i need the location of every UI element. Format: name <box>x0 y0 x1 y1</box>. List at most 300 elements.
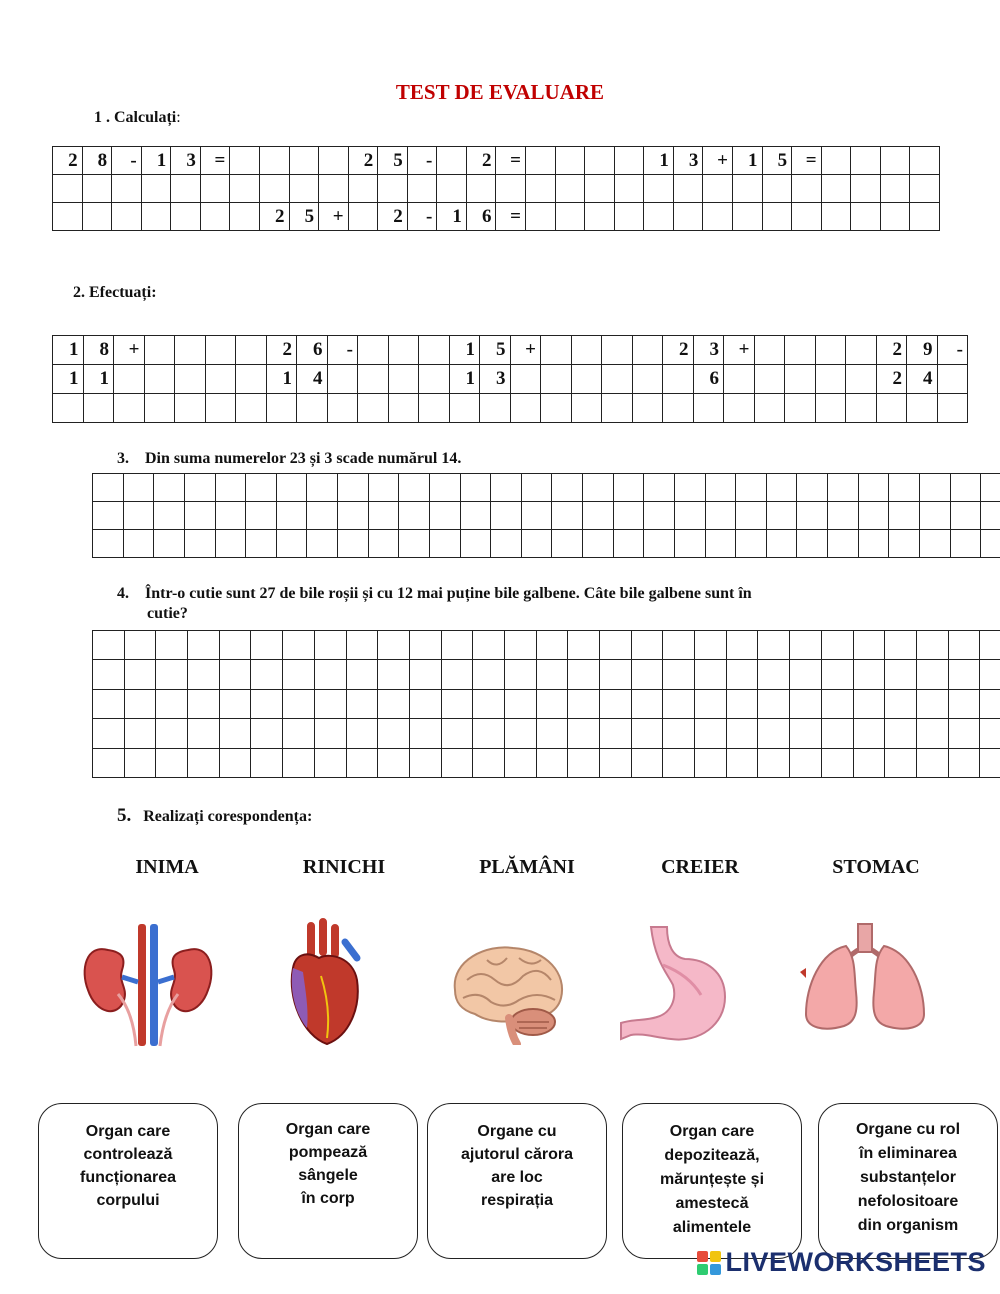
q2-grid-cell[interactable] <box>236 365 267 394</box>
q4-grid-cell[interactable] <box>314 631 346 660</box>
q2-grid-cell[interactable]: + <box>510 336 541 365</box>
q3-grid-cell[interactable] <box>950 530 981 558</box>
q4-grid-cell[interactable] <box>504 689 536 718</box>
q4-grid-cell[interactable] <box>378 660 410 689</box>
q4-grid-cell[interactable] <box>283 689 315 718</box>
q3-grid-cell[interactable] <box>307 502 338 530</box>
q1-grid-cell[interactable]: - <box>407 147 437 175</box>
q4-grid-cell[interactable] <box>156 689 188 718</box>
q2-grid-cell[interactable] <box>205 394 236 423</box>
q4-grid-cell[interactable] <box>600 719 632 748</box>
q2-grid-cell[interactable]: 3 <box>480 365 511 394</box>
q3-grid-cell[interactable] <box>674 474 705 502</box>
q4-grid-cell[interactable] <box>219 748 251 777</box>
q2-grid-cell[interactable] <box>175 336 206 365</box>
q4-grid-cell[interactable] <box>156 631 188 660</box>
q3-grid-cell[interactable] <box>429 530 460 558</box>
q4-grid-cell[interactable] <box>758 660 790 689</box>
q4-grid-cell[interactable] <box>314 689 346 718</box>
q1-grid-cell[interactable] <box>851 175 881 203</box>
q1-grid-cell[interactable] <box>53 203 83 231</box>
q1-grid-cell[interactable] <box>644 175 674 203</box>
q2-grid-cell[interactable] <box>754 336 785 365</box>
q3-grid-cell[interactable] <box>858 502 889 530</box>
q1-grid-cell[interactable]: 3 <box>171 147 201 175</box>
q4-grid-cell[interactable] <box>916 748 948 777</box>
q3-grid-cell[interactable] <box>184 474 215 502</box>
q3-grid-cell[interactable] <box>338 474 369 502</box>
q3-grid-cell[interactable] <box>123 474 154 502</box>
q3-grid-cell[interactable] <box>674 502 705 530</box>
q3-grid-cell[interactable] <box>828 474 859 502</box>
description-box-3[interactable] <box>427 1103 607 1259</box>
q4-grid-cell[interactable] <box>758 719 790 748</box>
q2-grid-cell[interactable] <box>815 365 846 394</box>
q4-grid-cell[interactable] <box>188 748 220 777</box>
q1-grid-cell[interactable] <box>407 175 437 203</box>
q3-grid-cell[interactable] <box>368 474 399 502</box>
q3-grid-cell[interactable] <box>154 530 185 558</box>
q3-grid-cell[interactable] <box>644 530 675 558</box>
q2-grid-cell[interactable] <box>846 365 877 394</box>
q2-grid-cell[interactable] <box>236 336 267 365</box>
q2-grid-cell[interactable] <box>602 336 633 365</box>
q4-grid-cell[interactable] <box>821 660 853 689</box>
q4-grid-cell[interactable] <box>726 748 758 777</box>
q1-grid-cell[interactable] <box>200 175 230 203</box>
q3-grid-cell[interactable] <box>766 502 797 530</box>
q4-grid-cell[interactable] <box>504 748 536 777</box>
q1-grid-cell[interactable]: - <box>407 203 437 231</box>
q4-grid-cell[interactable] <box>504 719 536 748</box>
q4-grid-cell[interactable] <box>853 631 885 660</box>
q2-grid-cell[interactable] <box>510 365 541 394</box>
q4-grid-cell[interactable] <box>600 660 632 689</box>
q4-grid-cell[interactable] <box>441 660 473 689</box>
q2-grid-cell[interactable] <box>205 365 236 394</box>
q4-grid-cell[interactable] <box>631 689 663 718</box>
q4-grid-cell[interactable] <box>568 660 600 689</box>
q4-grid-cell[interactable] <box>790 631 822 660</box>
q2-grid-cell[interactable]: 1 <box>53 336 84 365</box>
q4-grid-cell[interactable] <box>409 719 441 748</box>
q4-grid-cell[interactable] <box>663 631 695 660</box>
q4-grid-cell[interactable] <box>93 660 125 689</box>
q3-grid-cell[interactable] <box>276 474 307 502</box>
q1-grid-cell[interactable] <box>437 147 467 175</box>
kidneys-icon[interactable] <box>78 922 218 1047</box>
q3-grid-cell[interactable] <box>736 530 767 558</box>
q3-grid-cell[interactable] <box>429 502 460 530</box>
q1-grid-cell[interactable]: 2 <box>466 147 496 175</box>
q4-grid-cell[interactable] <box>663 719 695 748</box>
q4-grid-cell[interactable] <box>251 719 283 748</box>
q3-grid-cell[interactable] <box>491 474 522 502</box>
q1-grid-cell[interactable] <box>437 175 467 203</box>
q3-grid-cell[interactable] <box>368 502 399 530</box>
q4-grid-cell[interactable] <box>283 719 315 748</box>
q4-grid-cell[interactable] <box>188 719 220 748</box>
q2-grid-cell[interactable] <box>602 394 633 423</box>
q1-grid-cell[interactable] <box>526 175 556 203</box>
q3-grid-cell[interactable] <box>889 474 920 502</box>
q4-grid-cell[interactable] <box>473 748 505 777</box>
q4-grid-cell[interactable] <box>219 689 251 718</box>
q3-grid-cell[interactable] <box>93 502 124 530</box>
q4-grid-cell[interactable] <box>251 631 283 660</box>
q1-grid-cell[interactable] <box>112 203 142 231</box>
q1-grid-cell[interactable]: + <box>319 203 349 231</box>
q4-grid-cell[interactable] <box>378 631 410 660</box>
q2-grid-cell[interactable] <box>632 336 663 365</box>
q3-grid-cell[interactable] <box>736 502 767 530</box>
q4-grid-cell[interactable] <box>568 631 600 660</box>
q1-grid-cell[interactable] <box>880 147 910 175</box>
q4-grid-cell[interactable] <box>441 689 473 718</box>
q4-grid-cell[interactable] <box>93 748 125 777</box>
q2-grid-cell[interactable] <box>937 365 968 394</box>
q3-grid-cell[interactable] <box>338 530 369 558</box>
q4-grid-cell[interactable] <box>948 631 980 660</box>
q4-grid-cell[interactable] <box>504 631 536 660</box>
organ-name-inima[interactable]: INIMA <box>135 856 199 878</box>
heart-icon[interactable] <box>283 918 363 1048</box>
q2-grid-cell[interactable] <box>785 336 816 365</box>
q1-grid-cell[interactable]: 8 <box>82 147 112 175</box>
q2-grid-cell[interactable] <box>114 365 145 394</box>
q3-grid-cell[interactable] <box>674 530 705 558</box>
q1-grid-cell[interactable] <box>732 203 762 231</box>
q4-grid-cell[interactable] <box>536 689 568 718</box>
q4-grid-cell[interactable] <box>473 689 505 718</box>
q4-grid-cell[interactable] <box>916 631 948 660</box>
q1-grid-cell[interactable] <box>762 175 792 203</box>
q1-grid-cell[interactable]: = <box>792 147 822 175</box>
q1-grid-cell[interactable] <box>555 175 585 203</box>
q3-grid-cell[interactable] <box>246 474 277 502</box>
q1-grid-cell[interactable] <box>230 203 260 231</box>
q4-grid-cell[interactable] <box>600 748 632 777</box>
q2-grid-cell[interactable]: - <box>327 336 358 365</box>
q2-grid-cell[interactable] <box>815 336 846 365</box>
q2-grid-cell[interactable] <box>419 394 450 423</box>
q2-grid-cell[interactable] <box>175 365 206 394</box>
q2-grid-cell[interactable] <box>327 365 358 394</box>
q2-grid-cell[interactable] <box>602 365 633 394</box>
q4-grid-cell[interactable] <box>758 631 790 660</box>
q3-grid-cell[interactable] <box>644 502 675 530</box>
q3-grid-cell[interactable] <box>307 474 338 502</box>
q1-grid-cell[interactable]: 1 <box>732 147 762 175</box>
q1-grid-cell[interactable] <box>880 175 910 203</box>
q2-grid-cell[interactable] <box>937 394 968 423</box>
q3-grid-cell[interactable] <box>215 502 246 530</box>
q4-grid-cell[interactable] <box>473 660 505 689</box>
q3-grid-cell[interactable] <box>215 474 246 502</box>
q1-grid-cell[interactable] <box>792 175 822 203</box>
q4-grid-cell[interactable] <box>695 689 727 718</box>
q1-grid-cell[interactable] <box>821 147 851 175</box>
q4-grid-cell[interactable] <box>219 660 251 689</box>
q4-grid-cell[interactable] <box>124 631 156 660</box>
q1-grid-cell[interactable] <box>526 147 556 175</box>
q4-grid-cell[interactable] <box>409 689 441 718</box>
description-box-5[interactable] <box>818 1103 998 1259</box>
q4-grid-cell[interactable] <box>948 660 980 689</box>
q2-grid-cell[interactable] <box>693 394 724 423</box>
q2-grid-cell[interactable] <box>419 336 450 365</box>
q4-grid-cell[interactable] <box>726 660 758 689</box>
q3-grid-cell[interactable] <box>552 474 583 502</box>
q1-grid-cell[interactable]: 2 <box>378 203 408 231</box>
q2-grid-cell[interactable] <box>632 365 663 394</box>
q1-grid-cell[interactable] <box>171 203 201 231</box>
q4-answer-grid[interactable] <box>92 630 1000 778</box>
q3-grid-cell[interactable] <box>521 474 552 502</box>
q3-grid-cell[interactable] <box>93 530 124 558</box>
q2-grid-cell[interactable] <box>571 336 602 365</box>
q4-grid-cell[interactable] <box>93 631 125 660</box>
q4-grid-cell[interactable] <box>536 748 568 777</box>
q4-grid-cell[interactable] <box>980 660 1000 689</box>
q2-grid-cell[interactable]: 1 <box>449 365 480 394</box>
lungs-icon[interactable] <box>800 922 930 1034</box>
q1-grid-cell[interactable]: 2 <box>348 147 378 175</box>
q1-grid-cell[interactable] <box>289 175 319 203</box>
q2-grid-cell[interactable]: 5 <box>480 336 511 365</box>
q3-grid-cell[interactable] <box>858 474 889 502</box>
q2-grid-cell[interactable]: 6 <box>693 365 724 394</box>
q3-grid-cell[interactable] <box>276 502 307 530</box>
q2-grid-cell[interactable] <box>754 365 785 394</box>
q2-grid-cell[interactable] <box>144 336 175 365</box>
q2-grid-cell[interactable]: 2 <box>266 336 297 365</box>
q4-grid-cell[interactable] <box>283 748 315 777</box>
q3-grid-cell[interactable] <box>399 502 430 530</box>
q1-grid-cell[interactable] <box>673 175 703 203</box>
q3-grid-cell[interactable] <box>460 530 491 558</box>
q3-grid-cell[interactable] <box>246 502 277 530</box>
q1-grid-cell[interactable] <box>851 203 881 231</box>
q2-grid-cell[interactable]: 1 <box>53 365 84 394</box>
q4-grid-cell[interactable] <box>251 748 283 777</box>
q4-grid-cell[interactable] <box>631 748 663 777</box>
q4-grid-cell[interactable] <box>916 689 948 718</box>
q3-grid-cell[interactable] <box>399 474 430 502</box>
q4-grid-cell[interactable] <box>821 689 853 718</box>
q3-grid-cell[interactable] <box>123 502 154 530</box>
q1-grid-cell[interactable]: - <box>112 147 142 175</box>
q1-grid-cell[interactable]: 2 <box>53 147 83 175</box>
organ-name-plamani[interactable]: PLĂMÂNI <box>479 856 575 878</box>
q2-grid-cell[interactable]: 4 <box>907 365 938 394</box>
q2-grid-cell[interactable]: 9 <box>907 336 938 365</box>
q3-grid-cell[interactable] <box>552 530 583 558</box>
q1-grid-cell[interactable]: + <box>703 147 733 175</box>
q1-grid-cell[interactable] <box>348 203 378 231</box>
q4-grid-cell[interactable] <box>124 689 156 718</box>
q2-grid-cell[interactable] <box>236 394 267 423</box>
q1-grid-cell[interactable]: = <box>496 203 526 231</box>
q1-grid-cell[interactable] <box>614 175 644 203</box>
q4-grid-cell[interactable] <box>473 719 505 748</box>
q3-grid-cell[interactable] <box>644 474 675 502</box>
q4-grid-cell[interactable] <box>568 719 600 748</box>
q2-grid-cell[interactable] <box>388 336 419 365</box>
q4-grid-cell[interactable] <box>631 719 663 748</box>
q2-grid-cell[interactable] <box>205 336 236 365</box>
q4-grid-cell[interactable] <box>346 631 378 660</box>
q4-grid-cell[interactable] <box>758 748 790 777</box>
q4-grid-cell[interactable] <box>726 719 758 748</box>
q1-grid-cell[interactable] <box>732 175 762 203</box>
q2-grid-cell[interactable] <box>815 394 846 423</box>
q4-grid-cell[interactable] <box>314 719 346 748</box>
q3-grid-cell[interactable] <box>521 502 552 530</box>
q3-grid-cell[interactable] <box>919 474 950 502</box>
q3-grid-cell[interactable] <box>429 474 460 502</box>
q1-grid-cell[interactable] <box>466 175 496 203</box>
q2-grid-cell[interactable] <box>541 365 572 394</box>
q2-grid-cell[interactable] <box>663 365 694 394</box>
q2-grid-cell[interactable] <box>846 394 877 423</box>
q4-grid-cell[interactable] <box>821 631 853 660</box>
q4-grid-cell[interactable] <box>980 631 1000 660</box>
q4-grid-cell[interactable] <box>93 689 125 718</box>
q1-grid-cell[interactable] <box>910 147 940 175</box>
q4-grid-cell[interactable] <box>283 631 315 660</box>
q4-grid-cell[interactable] <box>536 660 568 689</box>
q1-grid-cell[interactable] <box>141 203 171 231</box>
q3-grid-cell[interactable] <box>368 530 399 558</box>
q2-grid[interactable] <box>52 335 968 423</box>
q4-grid-cell[interactable] <box>885 719 917 748</box>
q1-grid-cell[interactable] <box>319 147 349 175</box>
q4-grid-cell[interactable] <box>916 719 948 748</box>
q2-grid-cell[interactable] <box>358 394 389 423</box>
q3-grid-cell[interactable] <box>184 502 215 530</box>
q4-grid-cell[interactable] <box>663 748 695 777</box>
q4-grid-cell[interactable] <box>346 689 378 718</box>
q3-grid-cell[interactable] <box>491 530 522 558</box>
q4-grid-cell[interactable] <box>600 689 632 718</box>
q2-grid-cell[interactable]: 6 <box>297 336 328 365</box>
q3-grid-cell[interactable] <box>338 502 369 530</box>
q4-grid-cell[interactable] <box>156 719 188 748</box>
q3-grid-cell[interactable] <box>889 502 920 530</box>
q3-grid-cell[interactable] <box>797 530 828 558</box>
q4-grid-cell[interactable] <box>504 660 536 689</box>
q4-grid-cell[interactable] <box>948 689 980 718</box>
q1-grid-cell[interactable] <box>53 175 83 203</box>
q3-grid-cell[interactable] <box>950 502 981 530</box>
q4-grid-cell[interactable] <box>124 660 156 689</box>
q4-grid-cell[interactable] <box>790 748 822 777</box>
q4-grid-cell[interactable] <box>93 719 125 748</box>
q4-grid-cell[interactable] <box>631 660 663 689</box>
q4-grid-cell[interactable] <box>885 660 917 689</box>
q1-grid-cell[interactable] <box>821 203 851 231</box>
q2-grid-cell[interactable] <box>114 394 145 423</box>
q4-grid-cell[interactable] <box>219 631 251 660</box>
q3-grid-cell[interactable] <box>797 474 828 502</box>
q1-grid-cell[interactable] <box>821 175 851 203</box>
brain-icon[interactable] <box>447 940 569 1045</box>
q2-grid-cell[interactable] <box>785 365 816 394</box>
q4-grid-cell[interactable] <box>726 689 758 718</box>
q4-grid-cell[interactable] <box>853 689 885 718</box>
q4-grid-cell[interactable] <box>853 748 885 777</box>
q4-grid-cell[interactable] <box>758 689 790 718</box>
q3-grid-cell[interactable] <box>123 530 154 558</box>
q4-grid-cell[interactable] <box>314 660 346 689</box>
q3-grid-cell[interactable] <box>797 502 828 530</box>
q3-grid-cell[interactable] <box>766 474 797 502</box>
q1-grid-cell[interactable] <box>910 175 940 203</box>
q2-grid-cell[interactable]: 1 <box>449 336 480 365</box>
q1-grid-cell[interactable] <box>230 175 260 203</box>
q2-grid-cell[interactable] <box>724 394 755 423</box>
q4-grid-cell[interactable] <box>885 689 917 718</box>
q4-grid-cell[interactable] <box>378 689 410 718</box>
q2-grid-cell[interactable] <box>266 394 297 423</box>
q2-grid-cell[interactable] <box>144 365 175 394</box>
q3-grid-cell[interactable] <box>460 474 491 502</box>
q2-grid-cell[interactable]: 1 <box>266 365 297 394</box>
q2-grid-cell[interactable] <box>480 394 511 423</box>
q4-grid-cell[interactable] <box>568 689 600 718</box>
q3-grid-cell[interactable] <box>246 530 277 558</box>
q4-grid-cell[interactable] <box>885 631 917 660</box>
q2-grid-cell[interactable] <box>571 394 602 423</box>
q2-grid-cell[interactable]: 2 <box>876 336 907 365</box>
q4-grid-cell[interactable] <box>790 660 822 689</box>
organ-name-rinichi[interactable]: RINICHI <box>302 856 386 878</box>
q1-grid-cell[interactable] <box>880 203 910 231</box>
q1-grid-cell[interactable] <box>230 147 260 175</box>
q1-grid-cell[interactable] <box>851 147 881 175</box>
q1-grid-cell[interactable] <box>82 203 112 231</box>
q1-grid-cell[interactable] <box>319 175 349 203</box>
q3-grid-cell[interactable] <box>521 530 552 558</box>
q3-grid-cell[interactable] <box>950 474 981 502</box>
q1-grid-cell[interactable] <box>171 175 201 203</box>
q4-grid-cell[interactable] <box>346 660 378 689</box>
q4-grid-cell[interactable] <box>188 660 220 689</box>
q2-grid-cell[interactable] <box>571 365 602 394</box>
q1-grid-cell[interactable] <box>259 175 289 203</box>
q1-grid-cell[interactable]: = <box>496 147 526 175</box>
q3-grid-cell[interactable] <box>705 502 736 530</box>
q2-grid-cell[interactable] <box>449 394 480 423</box>
q4-grid-cell[interactable] <box>695 719 727 748</box>
q4-grid-cell[interactable] <box>378 719 410 748</box>
q2-grid-cell[interactable] <box>388 365 419 394</box>
q1-grid-cell[interactable]: 5 <box>378 147 408 175</box>
q2-grid-cell[interactable] <box>846 336 877 365</box>
q2-grid-cell[interactable] <box>754 394 785 423</box>
q4-grid-cell[interactable] <box>219 719 251 748</box>
q1-grid-cell[interactable]: 6 <box>466 203 496 231</box>
q4-grid-cell[interactable] <box>251 689 283 718</box>
q4-grid-cell[interactable] <box>283 660 315 689</box>
q3-grid-cell[interactable] <box>981 502 1000 530</box>
q2-grid-cell[interactable]: 1 <box>83 365 114 394</box>
q3-grid-cell[interactable] <box>981 530 1000 558</box>
q4-grid-cell[interactable] <box>790 719 822 748</box>
q4-grid-cell[interactable] <box>980 719 1000 748</box>
q1-grid-cell[interactable] <box>82 175 112 203</box>
